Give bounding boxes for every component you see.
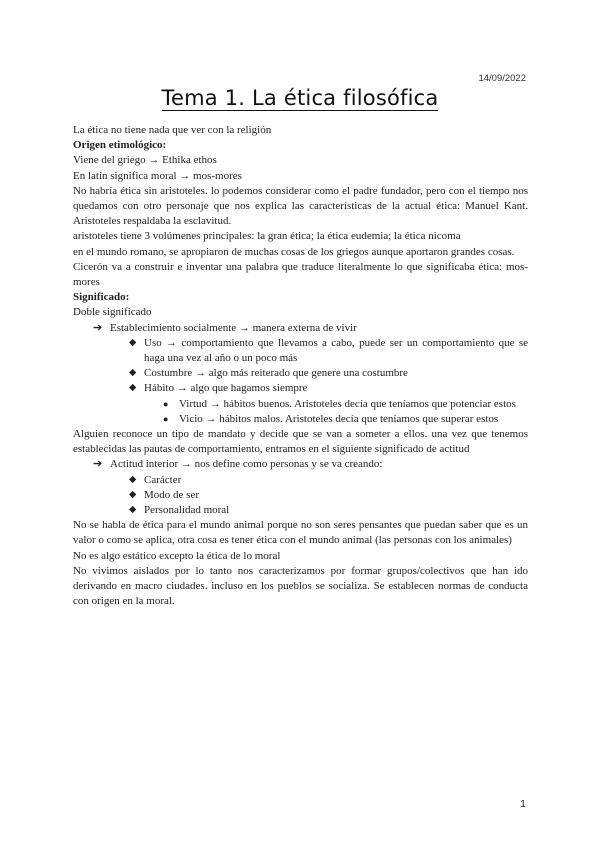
- origin-cicero: Cicerón va a construir e inventar una palabra que traduce literalmente lo que significaba ética: mos-mores: [73, 260, 528, 289]
- diamond-bullet-icon: ◆: [129, 337, 137, 348]
- origin-latin: En latín significa moral → mos-mores: [73, 169, 242, 182]
- list-item: [73, 457, 528, 472]
- diamond-bullet-icon: ◆: [129, 505, 137, 516]
- modo-text: Modo de ser: [144, 488, 199, 501]
- diamond-bullet-icon: ◆: [129, 383, 137, 394]
- virtud-text: Virtud → hábitos buenos. Aristoteles decía que teníamos que potenciar estos: [179, 397, 516, 410]
- caracter-text: Carácter: [144, 473, 182, 486]
- meaning-double: Doble significado: [73, 306, 152, 319]
- list-item: [73, 412, 528, 427]
- origin-volumes: aristoteles tiene 3 volúmenes principales: la gran ética; la ética eudemia; la ética nicoma: [73, 230, 461, 243]
- dot-bullet-icon: ●: [163, 413, 169, 424]
- intro-line: La ética no tiene nada que ver con la religión: [73, 124, 272, 136]
- list-item: [73, 336, 528, 366]
- diamond-bullet-icon: ◆: [129, 368, 137, 379]
- list-item: [73, 321, 528, 336]
- date: 14/09/2022: [478, 73, 526, 84]
- animal-paragraph: No se habla de ética para el mundo animal porque no son seres pensantes que puedan saber que es un valor o como se aplica, otra cosa es tener ética con el mundo animal (las personas con los animales): [73, 519, 528, 547]
- attitude-text: Actitud interior → nos define como personas y se va creando:: [110, 458, 383, 471]
- diamond-bullet-icon: ◆: [129, 474, 137, 485]
- list-item: [73, 366, 528, 381]
- personalidad-text: Personalidad moral: [144, 504, 230, 517]
- mandate-paragraph: Alguien reconoce un tipo de mandato y decide que se van a someter a ellos. una vez que tenemos establecidas las pautas de comportamiento, entramos en el siguiente significado de actitud: [73, 428, 528, 456]
- page-title: [0, 86, 600, 110]
- title-text: Tema 1. La ética filosófica: [161, 86, 439, 110]
- origin-roman: en el mundo romano, se apropiaron de muchas cosas de los griegos aunque aportaron grandes cosas.: [73, 245, 515, 258]
- origin-heading: Origen etimológico:: [73, 139, 167, 152]
- list-item: [73, 473, 528, 488]
- arrow-bullet-icon: ➔: [93, 321, 103, 334]
- static-line: No es algo estático excepto la ética de lo moral: [73, 549, 281, 562]
- dot-bullet-icon: ●: [163, 398, 169, 409]
- page-number: 1: [520, 798, 526, 810]
- society-paragraph: No vivimos aislados por lo tanto nos caracterizamos por formar grupos/colectivos que han ido derivando en macro ciudades. incluso en los pueblos se socializa. Se establecen normas de conducta con origen en la moral.: [73, 564, 528, 608]
- list-item: [73, 488, 528, 503]
- costumbre-text: Costumbre → algo más reiterado que genere una costumbre: [144, 367, 408, 380]
- diamond-bullet-icon: ◆: [129, 489, 137, 500]
- origin-greek: Viene del griego → Ethika ethos: [73, 154, 217, 167]
- social-text: Establecimiento socialmente → manera externa de vivir: [110, 321, 357, 334]
- habito-text: Hábito → algo que hagamos siempre: [144, 382, 308, 395]
- origin-aristotle: No habría ética sin aristoteles. lo podemos considerar como el padre fundador, pero con el tiempo nos quedamos con otro personaje que nos explica las características de la actual ética: Manuel Kant. Aristoteles respaldaba la esclavitud.: [73, 184, 528, 228]
- document-body: [73, 123, 528, 610]
- arrow-bullet-icon: ➔: [93, 458, 103, 471]
- uso-text: Uso → comportamiento que llevamos a cabo, puede ser un comportamiento que se haga una vez al año o un poco más: [144, 336, 528, 365]
- meaning-heading: Significado:: [73, 291, 130, 304]
- list-item: [73, 381, 528, 396]
- vicio-text: Vicio → hábitos malos. Aristoteles decía que teníamos que superar estos: [179, 412, 499, 425]
- list-item: [73, 503, 528, 518]
- list-item: [73, 397, 528, 412]
